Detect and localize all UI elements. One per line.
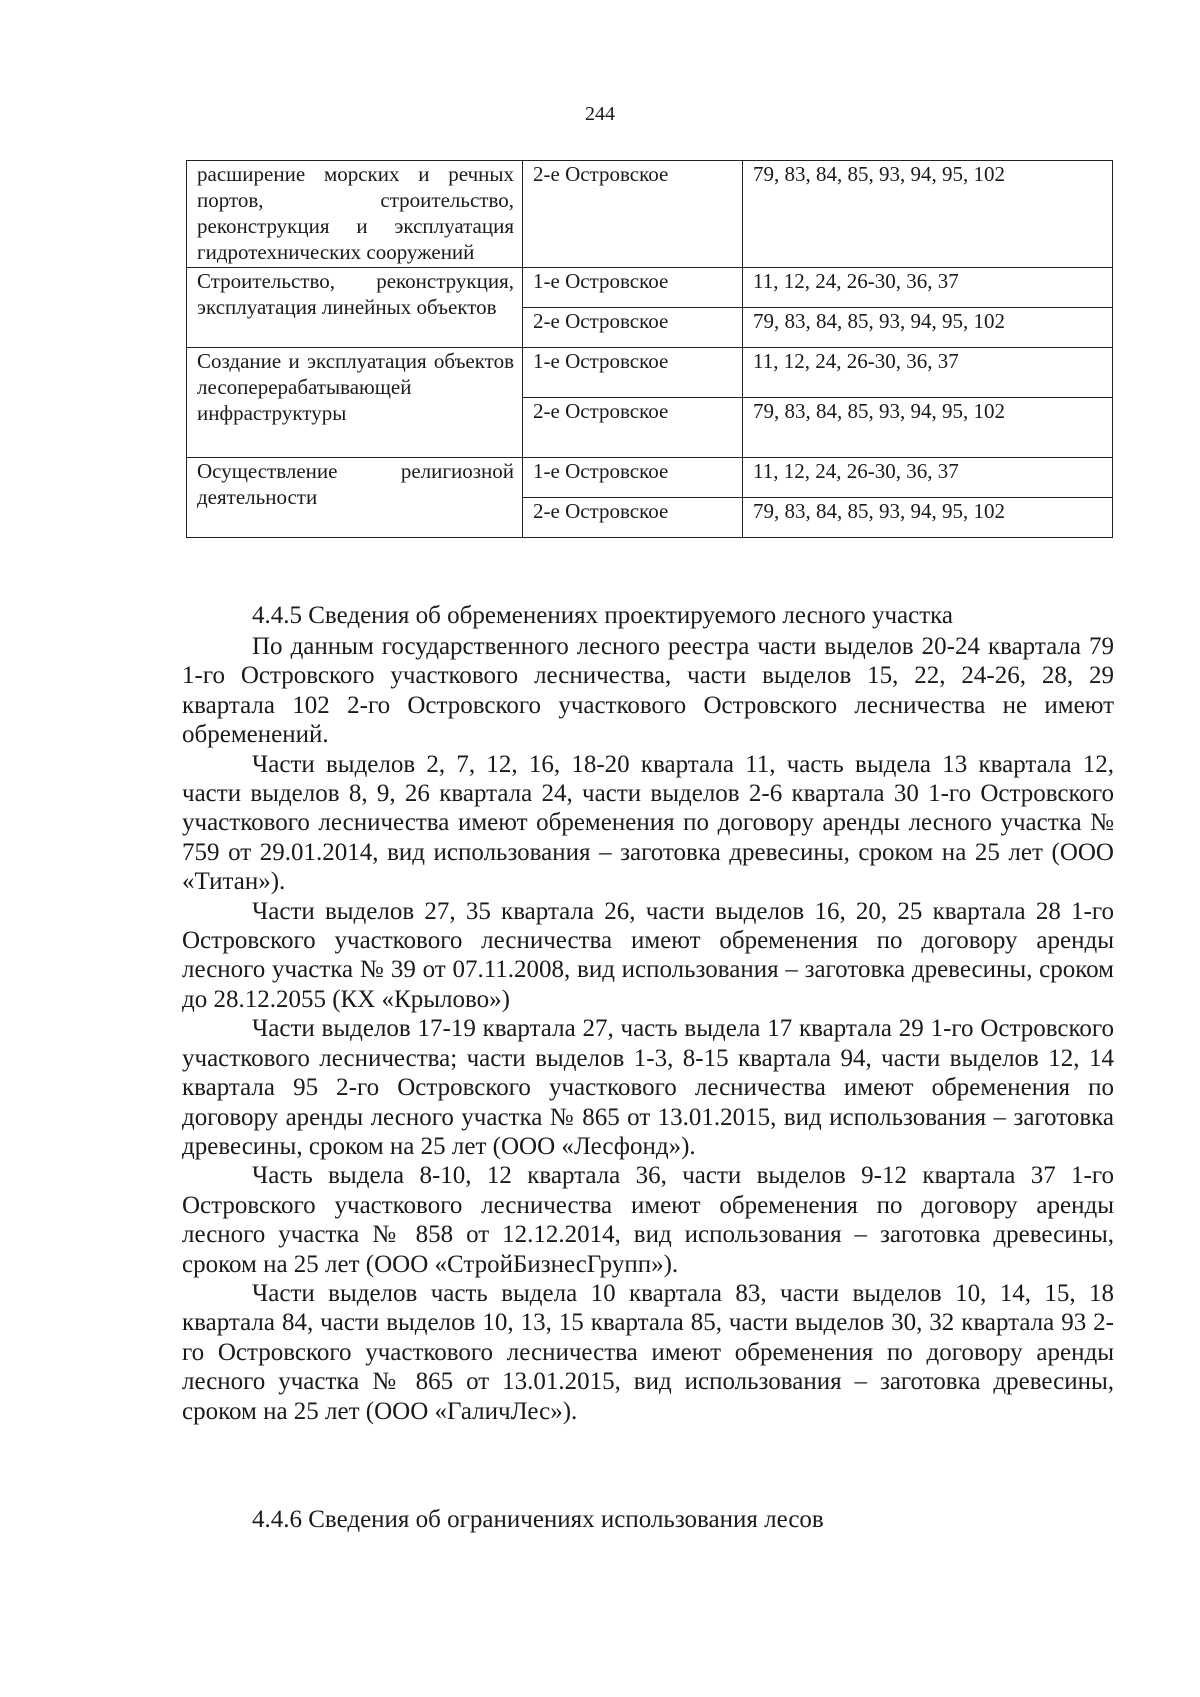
paragraph: Часть выдела 8-10, 12 квартала 36, части выделов 9-12 квартала 37 1-го Островского участкового лесничества имеют обременения по договору аренды лесного участка № 858 от 12.12.2014, вид использования – заготовка древесины, сроком на 25 лет (ООО «СтройБизнесГрупп»). (182, 1162, 1114, 1278)
section-heading-4-4-5: 4.4.5 Сведения об обременениях проектируемого лесного участка (252, 602, 954, 629)
use-kind-cell: расширение морских и речных портов, строительство, реконструкция и эксплуатация гидротехнических сооружений (187, 161, 523, 268)
page-number: 244 (585, 103, 615, 125)
paragraph: Части выделов 17-19 квартала 27, часть выдела 17 квартала 29 1-го Островского участкового лесничества; части выделов 1-3, 8-15 квартала 94, части выделов 12, 14 квартала 95 2-го Островского участкового лесничества имеют обременения по договору аренды лесного участка № 865 от 13.01.2015, вид использования – заготовка древесины, сроком на 25 лет (ООО «Лесфонд»). (182, 1015, 1114, 1160)
table-row (187, 268, 1113, 308)
table-row (187, 458, 1113, 498)
forestry-cell: 2-е Островское (523, 308, 743, 348)
table-row (187, 348, 1113, 398)
use-kind-cell: Осуществление религиозной деятельности (187, 458, 523, 538)
forestry-cell: 1-е Островское (523, 268, 743, 308)
paragraph: По данным государственного лесного реестра части выделов 20-24 квартала 79 1-го Островского участкового лесничества, части выделов 15, 22, 24-26, 28, 29 квартала 102 2-го Островского участкового Островского лесничества не имеют обременений. (182, 633, 1114, 749)
quarters-cell: 79, 83, 84, 85, 93, 94, 95, 102 (743, 398, 1113, 458)
paragraph: Части выделов 2, 7, 12, 16, 18-20 квартала 11, часть выдела 13 квартала 12, части выделов 8, 9, 26 квартала 24, части выделов 2-6 квартала 30 1-го Островского участкового лесничества имеют обременения по договору аренды лесного участка № 759 от 29.01.2014, вид использования – заготовка древесины, сроком на 25 лет (ООО «Титан»). (182, 750, 1114, 896)
forestry-cell: 1-е Островское (523, 458, 743, 498)
table-row (187, 161, 1113, 268)
quarters-cell: 79, 83, 84, 85, 93, 94, 95, 102 (743, 498, 1113, 538)
quarters-cell: 79, 83, 84, 85, 93, 94, 95, 102 (743, 161, 1113, 268)
use-kind-cell: Создание и эксплуатация объектов лесоперерабатывающей инфраструктуры (187, 348, 523, 458)
quarters-cell: 11, 12, 24, 26-30, 36, 37 (743, 348, 1113, 398)
section-heading-4-4-6: 4.4.6 Сведения об ограничениях использования лесов (252, 1506, 824, 1533)
forestry-cell: 2-е Островское (523, 398, 743, 458)
forestry-cell: 2-е Островское (523, 498, 743, 538)
section-body-4-4-5 (182, 632, 1114, 1426)
forestry-cell: 1-е Островское (523, 348, 743, 398)
forest-use-table (186, 160, 1113, 538)
quarters-cell: 11, 12, 24, 26-30, 36, 37 (743, 268, 1113, 308)
quarters-cell: 11, 12, 24, 26-30, 36, 37 (743, 458, 1113, 498)
paragraph: Части выделов 27, 35 квартала 26, части выделов 16, 20, 25 квартала 28 1-го Островского участкового лесничества имеют обременения по договору аренды лесного участка № 39 от 07.11.2008, вид использования – заготовка древесины, сроком до 28.12.2055 (КХ «Крылово») (182, 897, 1114, 1013)
use-kind-cell: Строительство, реконструкция, эксплуатация линейных объектов (187, 268, 523, 348)
forestry-cell: 2-е Островское (523, 161, 743, 268)
quarters-cell: 79, 83, 84, 85, 93, 94, 95, 102 (743, 308, 1113, 348)
paragraph: Части выделов часть выдела 10 квартала 83, части выделов 10, 14, 15, 18 квартала 84, части выделов 10, 13, 15 квартала 85, части выделов 30, 32 квартала 93 2-го Островского участкового лесничества имеют обременения по договору аренды лесного участка № 865 от 13.01.2015, вид использования – заготовка древесины, сроком на 25 лет (ООО «ГаличЛес»). (182, 1279, 1114, 1425)
